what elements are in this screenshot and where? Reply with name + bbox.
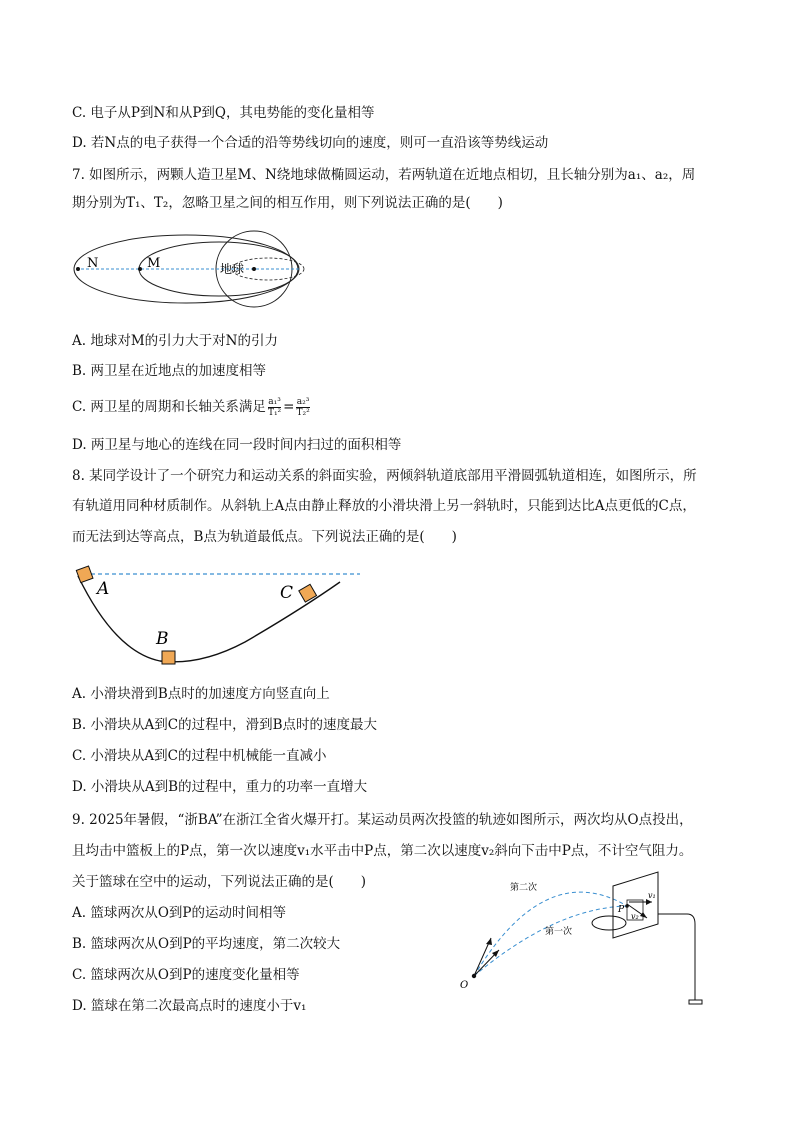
q9-stem-line1: 9. 2025年暑假，“浙BA”在浙江全省火爆开打。某运动员两次投篮的轨迹如图所示，两次均从O点投出， xyxy=(72,812,693,828)
equals-sign: = xyxy=(283,399,295,415)
q7-option-a: A. 地球对M的引力大于对N的引力 xyxy=(72,333,278,349)
q7-option-c xyxy=(72,397,312,418)
label-v1: v₁ xyxy=(648,891,656,900)
fraction-2: $\frac{\text{a₂³}}{\text{T₂²}}$ xyxy=(296,397,310,418)
q8-option-a: A. 小滑块滑到B点时的加速度方向竖直向上 xyxy=(72,686,330,702)
q8-stem-line2: 有轨道用同种材质制作。从斜轨上A点由静止释放的小滑块滑上另一斜轨时，只能到达比A点更低的C点， xyxy=(72,498,696,514)
hoop-rim xyxy=(592,916,626,930)
label-second-throw: 第二次 xyxy=(510,883,538,893)
q9-stem-line2: 且均击中篮板上的P点，第一次以速度v₁水平击中P点，第二次以速度v₂斜向下击中P点，不计空气阻力。 xyxy=(72,843,693,859)
q9-stem-line3: 关于篮球在空中的运动，下列说法正确的是( ) xyxy=(72,874,367,890)
q6-option-c: C. 电子从P到N和从P到Q，其电势能的变化量相等 xyxy=(72,105,375,121)
q8-option-d: D. 小滑块从A到B的过程中，重力的功率一直增大 xyxy=(72,779,368,795)
block-a xyxy=(76,566,93,583)
q8-stem-line1: 8. 某同学设计了一个研究力和运动关系的斜面实验，两倾斜轨道底部用平滑圆弧轨道相连，如图所示，所 xyxy=(72,468,697,484)
hoop-pole xyxy=(658,914,695,1000)
point-p-dot xyxy=(625,904,629,908)
q8-option-b: B. 小滑块从A到C的过程中，滑到B点时的速度最大 xyxy=(72,717,378,733)
q6-option-d: D. 若N点的电子获得一个合适的沿等势线切向的速度，则可一直沿该等势线运动 xyxy=(72,135,549,151)
label-b: B xyxy=(156,629,169,649)
q7-stem-line1: 7. 如图所示，两颗人造卫星M、N绕地球做椭圆运动，若两轨道在近地点相切，且长轴分别为a₁、a₂，周 xyxy=(72,167,696,183)
label-c: C xyxy=(280,583,294,603)
satellite-n-dot xyxy=(76,267,80,271)
q7-stem-line2: 期分别为T₁、T₂，忽略卫星之间的相互作用，则下列说法正确的是( ) xyxy=(72,195,503,211)
q7-option-c-prefix: C. 两卫星的周期和长轴关系满足 xyxy=(72,399,266,415)
label-first-throw: 第一次 xyxy=(545,927,573,937)
q8-stem-line3: 而无法到达等高点，B点为轨道最低点。下列说法正确的是( ) xyxy=(72,529,457,545)
q8-track-figure xyxy=(70,562,370,672)
track-curve xyxy=(78,576,340,662)
q9-option-a: A. 篮球两次从O到P的运动时间相等 xyxy=(72,905,286,921)
earth-center-dot xyxy=(252,267,256,271)
pole-base xyxy=(689,1000,702,1004)
label-p: P xyxy=(618,905,625,915)
q9-option-d: D. 篮球在第二次最高点时的速度小于v₁ xyxy=(72,998,307,1014)
point-o-dot xyxy=(472,974,476,978)
satellite-m-dot xyxy=(138,267,142,271)
label-o: O xyxy=(460,980,469,991)
label-earth: 地球 xyxy=(220,262,245,276)
block-b xyxy=(162,651,175,664)
q9-option-c: C. 篮球两次从O到P的速度变化量相等 xyxy=(72,967,300,983)
q9-basketball-figure xyxy=(455,868,725,1018)
label-m: M xyxy=(147,256,161,271)
label-v2: v₂ xyxy=(631,912,639,921)
label-a: A xyxy=(97,579,110,599)
q7-orbit-figure xyxy=(70,225,310,315)
label-n: N xyxy=(87,256,99,271)
q7-option-d: D. 两卫星与地心的连线在同一段时间内扫过的面积相等 xyxy=(72,437,402,453)
q9-option-b: B. 篮球两次从O到P的平均速度，第二次较大 xyxy=(72,936,341,952)
q7-option-b: B. 两卫星在近地点的加速度相等 xyxy=(72,363,267,379)
q8-option-c: C. 小滑块从A到C的过程中机械能一直减小 xyxy=(72,748,327,764)
fraction-1: $\frac{\text{a₁³}}{\text{T₁²}}$ xyxy=(267,397,282,418)
